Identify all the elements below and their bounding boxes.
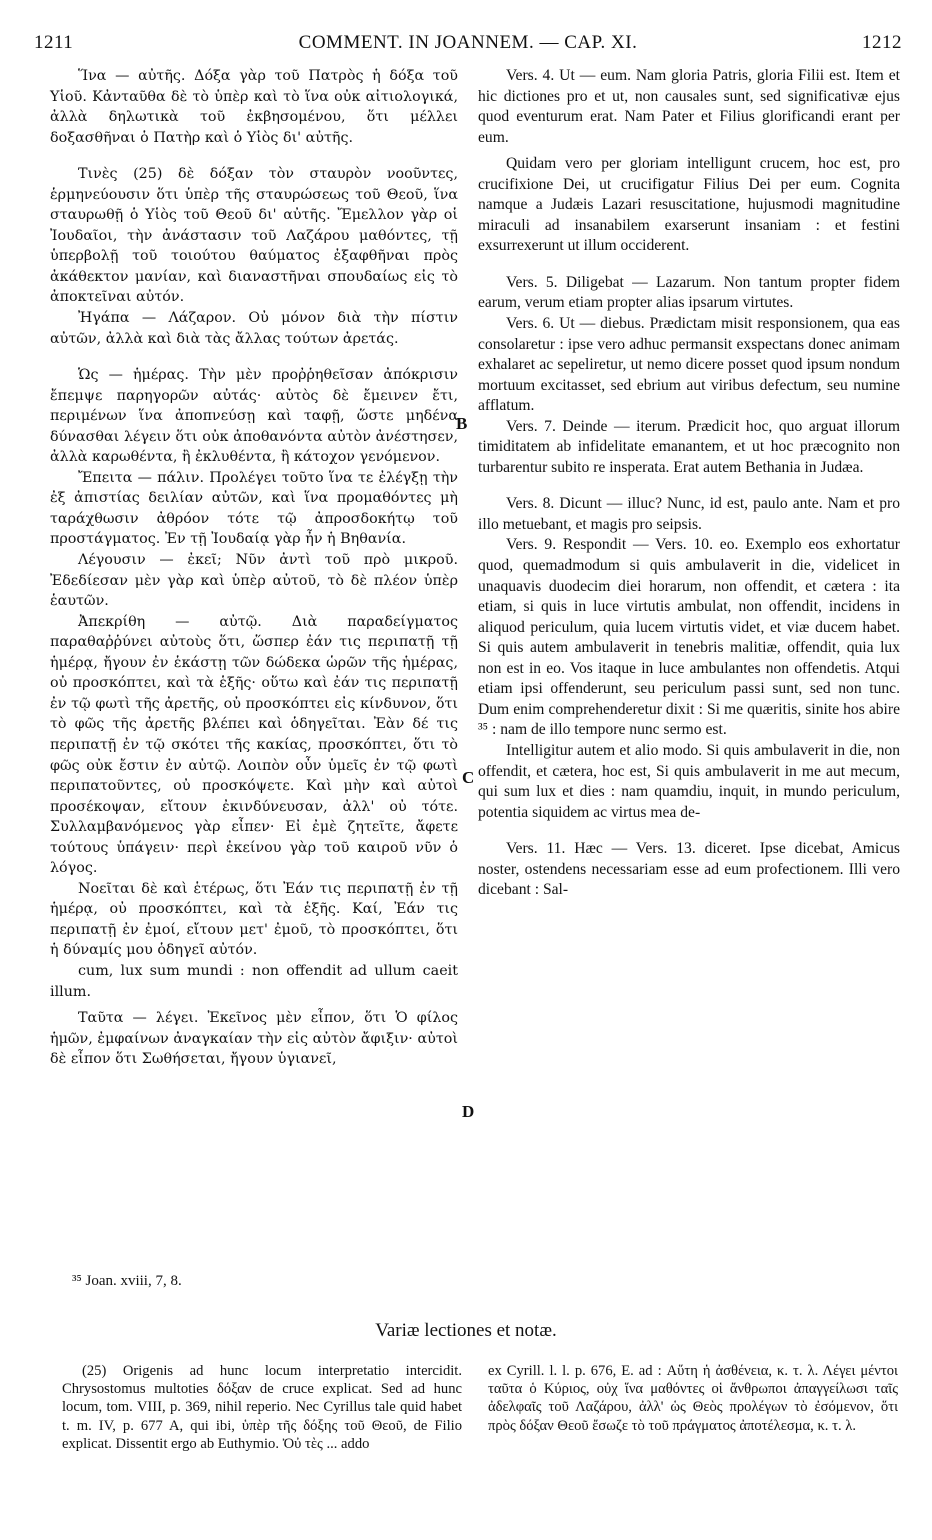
greek-paragraph: cum, lux sum mundi : non offendit ad ullum caeit illum. <box>50 962 458 1000</box>
latin-paragraph: Vers. 9. Respondit — Vers. 10. eo. Exemplo eos exhortatur quod, quemadmodum si quis ambulaverit in die, videlicet in unaquavis duodecim diei horarum, non offendit, et cætera : ita etiam, si quis in luce virtutis ambulat, non offendit, incidens in aliquod periculum, quia lucem virtutis videt, et viæ ducem habet. Si quis autem ambulaverit in tenebris malitiæ, offendit, quia lux non est in eo. Vos itaque in luce ambulantes non offendetis. Atqui etiam ipsi offenderunt, seu periculum passi sunt, sed non tunc. Dum enim comprehenderetur dixit : Si me quæritis, sinite hos abire ³⁵ : nam de illo tempore nunc sermo est. <box>478 536 900 739</box>
notes-left-column <box>62 1362 462 1453</box>
latin-column <box>478 66 900 901</box>
greek-column <box>50 66 458 1070</box>
margin-letter-b: B <box>456 414 468 433</box>
greek-paragraph: Ἠγάπα — Λάζαρον. Οὐ μόνον διὰ τὴν πίστιν αὐτῶν, ἀλλὰ καὶ διὰ τὰς ἄλλας τούτων ἀρετάς. <box>50 310 458 347</box>
latin-paragraph: Quidam vero per gloriam intelligunt crucem, hoc est, pro crucifixione Dei, ut crucifigatur Filius Dei per eum. Cognita namque a Judæis Lazari resuscitatione, hujusmodi magnitudine miraculi ad insanabilem exarserunt insaniam : et festini exsurrexerunt ut illum occiderent. <box>478 155 900 255</box>
margin-letter-d: D <box>462 1102 475 1121</box>
greek-paragraph: Ὡς — ἡμέρας. Τὴν μὲν προῤῥηθεῖσαν ἀπόκρισιν ἔπεμψε παρηγορῶν αὐτάς· αὐτὸς δὲ ἔμεινεν ἔτι, περιμένων ἵνα ἀποπνεύσῃ καὶ ταφῇ, ὥστε μηδένα δύνασθαι λέγειν ὅτι οὐκ ἀποθανόντα αὐτὸν ἀνέστησεν, ἀλλὰ καρωθέντα, ἢ ἐκλυθέντα, ἢ κάτοχον γενόμενον. <box>50 367 458 466</box>
page-number-right: 1212 <box>862 32 902 53</box>
greek-paragraph: Ἵνα — αὐτῆς. Δόξα γὰρ τοῦ Πατρὸς ἡ δόξα τοῦ Υἱοῦ. Κἀνταῦθα δὲ τὸ ὑπὲρ καὶ τὸ ἵνα οὐκ αἰτιολογικά, ἀλλὰ δηλωτικὰ τοῦ ἐκβησομένου, ὅτι μέλλει δοξασθῆναι ὁ Πατὴρ καὶ ὁ Υἱὸς δι' αὐτῆς. <box>50 68 458 146</box>
greek-paragraph: Ταῦτα — λέγει. Ἐκεῖνος μὲν εἶπον, ὅτι Ὁ φίλος ἡμῶν, ἐμφαίνων ἀναγκαίαν τὴν εἰς αὐτὸν ἄφιξιν· αὐτοὶ δὲ εἶπον ὅτι Σωθήσεται, ἤγουν ὑγιανεῖ, <box>50 1010 458 1068</box>
running-header <box>34 32 902 58</box>
scripture-footnote: ³⁵ Joan. xviii, 7, 8. <box>72 1273 182 1289</box>
note-text: (25) Origenis ad hunc locum interpretatio intercidit. Chrysostomus multoties δόξαν de cruce explicat. Sed ad hunc locum, tom. VIII, p. 369, nihil reperio. Nec Cyrillus tale quid habet t. m. IV, p. 677 A, qui ibi, ὑπὲρ τῆς δόξης τοῦ Θεοῦ, de Filio explicat. Dissentit ergo ab Euthymio. Ὀὐ τὲς ... addo <box>62 1363 462 1452</box>
latin-paragraph: Vers. 8. Dicunt — illuc? Nunc, id est, paulo ante. Nam et pro illo metuebant, et magis pro seipsis. <box>478 495 900 533</box>
greek-paragraph: Τινὲς (25) δὲ δόξαν τὸν σταυρὸν νοοῦντες, ἑρμηνεύουσιν ὅτι ὑπὲρ τῆς σταυρώσεως τοῦ Θεοῦ, ἵνα σταυρωθῇ ὁ Υἱὸς τοῦ Θεοῦ δι' αὐτῆς. Ἔμελλον γὰρ οἱ Ἰουδαῖοι, τὴν ἀνάστασιν τοῦ Λαζάρου μαθόντες, τῇ ὑπερβολῇ τοῦ τοιούτου θαύματος ἐξαφθῆναι πρὸς ἀκάθεκτον μανίαν, καὶ διαναστῆναι σπουδαίως εἰς τὸ ἀποκτεῖναι αὐτόν. <box>50 166 458 306</box>
latin-paragraph: Vers. 11. Hæc — Vers. 13. diceret. Ipse dicebat, Amicus noster, ostendens necessariam esse ad eum profectionem. Illi vero dicebant : Sal- <box>478 840 900 899</box>
latin-paragraph: Vers. 4. Ut — eum. Nam gloria Patris, gloria Filii est. Item et hic dictiones pro et ut, non causales sunt, sed significativæ ejus quod eventurum erat. Nam Pater et Filius glorificandi erant per eum. <box>478 67 900 146</box>
latin-paragraph: Vers. 6. Ut — diebus. Prædictam misit responsionem, qua eas consolaretur : ipse vero adhuc permansit exspectans donec animam exhalaret ac sepeliretur, ut nemo dicere posset quod ipsum nondum mortuum excitasset, sed ebrium aut viribus defectum, seu numine afflatum. <box>478 315 900 415</box>
page-number-left: 1211 <box>34 32 74 53</box>
latin-paragraph: Vers. 7. Deinde — iterum. Prædicit hoc, quo arguat illorum timiditatem ab infidelitate emanantem, et ut hoc præcognito non turbarentur subito re insperata. Erat autem Bethania in Judæa. <box>478 417 900 476</box>
note-text: ex Cyrill. l. l. p. 676, E. ad : Αὕτη ἡ ἀσθένεια, κ. τ. λ. Λέγει μέντοι ταῦτα ὁ Κύριος, οὐχ ἵνα μαθόντες οἱ ἄνθρωποι ἀπαγγείλωσι ταῖς ἀδελφαῖς τοῦ Λαζάρου, ἀλλ' ὡς Θεὸς προλέγων τὸ ἐσόμενον, ὅτι πρὸς δόξαν Θεοῦ ἔσωζε τὸ τοῦ πράγματος ἀποτέλεσμα, κ. τ. λ. <box>488 1363 898 1434</box>
greek-paragraph: Νοεῖται δὲ καὶ ἑτέρως, ὅτι Ἐάν τις περιπατῇ ἐν τῇ ἡμέρᾳ, οὐ προσκόπτει, καὶ τὰ ἑξῆς. Καί, Ἐάν τις περιπατῇ ἐν ἐμοί, εἴτουν μετ' ἐμοῦ, τὸ προσκόπτει, ὅτι ἡ δύναμίς μου ὁδηγεῖ αὐτόν. <box>50 880 458 959</box>
margin-letter-c: C <box>462 768 475 787</box>
greek-paragraph: Ἀπεκρίθη — αὐτῷ. Διὰ παραδείγματος παραθαῤῥύνει αὐτοὺς ὅτι, ὥσπερ ἐάν τις περιπατῇ τῇ ἡμέρᾳ, ἤγουν ἐν ἑκάστῃ τῶν δώδεκα ὡρῶν τῆς ἡμέρας, οὐ προσκόπτει, καὶ τὰ ἑξῆς· οὕτω καὶ ἐάν τις περιπατῇ ἐν τῷ φωτὶ τῆς ἀρετῆς, οὐ προσκόπτει εἰς κίνδυνον, ὅτι τὸ φῶς τῆς ἀρετῆς βλέπει καὶ ὁδηγεῖται. Ἐὰν δέ τις περιπατῇ ἐν τῷ σκότει τῆς κακίας, προσκόπτει, ὅτι τὸ φῶς οὐκ ἔστιν ἐν αὐτῷ. Λοιπὸν οὖν ὑμεῖς ἐν τῷ φωτὶ περιπατοῦντες, οὐ προσκόψετε. Καὶ μὴν καὶ αὐτοὶ προσέκοψαν, εἴτουν ἐκινδύνευσαν, ἀλλ' οὐ τότε. Συλλαμβανόμενος γὰρ εἶπεν· Εἰ ἐμὲ ζητεῖτε, ἄφετε τούτους ὑπάγειν· περὶ ἐκείνου γὰρ τοῦ καιροῦ νῦν ὁ λόγος. <box>50 613 458 877</box>
greek-paragraph: Λέγουσιν — ἐκεῖ; Νῦν ἀντὶ τοῦ πρὸ μικροῦ. Ἐδεδίεσαν μὲν γὰρ καὶ ὑπὲρ αὐτοῦ, τὸ δὲ πλέον ὑπὲρ ἑαυτῶν. <box>50 552 458 610</box>
latin-paragraph: Vers. 5. Diligebat — Lazarum. Non tantum propter fidem earum, verum etiam propter alias ipsarum virtutes. <box>478 273 900 312</box>
greek-paragraph: Ἔπειτα — πάλιν. Προλέγει τοῦτο ἵνα τε ἐλέγξῃ τὴν ἐξ ἀπιστίας δειλίαν αὐτῶν, καὶ ἵνα προμαθόντες μὴ ταράχθωσιν ἀθρόον τότε τῷ ἀπροσδοκήτῳ τοῦ προστάγματος. Ἐν τῇ Ἰουδαίᾳ γὰρ ἦν ἡ Βηθανία. <box>50 469 458 548</box>
notes-right-column <box>488 1362 898 1435</box>
running-title: COMMENT. IN JOANNEM. — CAP. XI. <box>298 32 638 53</box>
latin-paragraph: Intelligitur autem et alio modo. Si quis ambulaverit in die, non offendit, et cætera, hoc est, Si quis ambulaverit in me aut mecum, qui sum lux et dies : nam quamdiu, inquit, in mundo periculum, potentia siquidem ac virtus mea de- <box>478 741 900 821</box>
variae-lectiones-heading: Variæ lectiones et notæ. <box>375 1320 557 1341</box>
